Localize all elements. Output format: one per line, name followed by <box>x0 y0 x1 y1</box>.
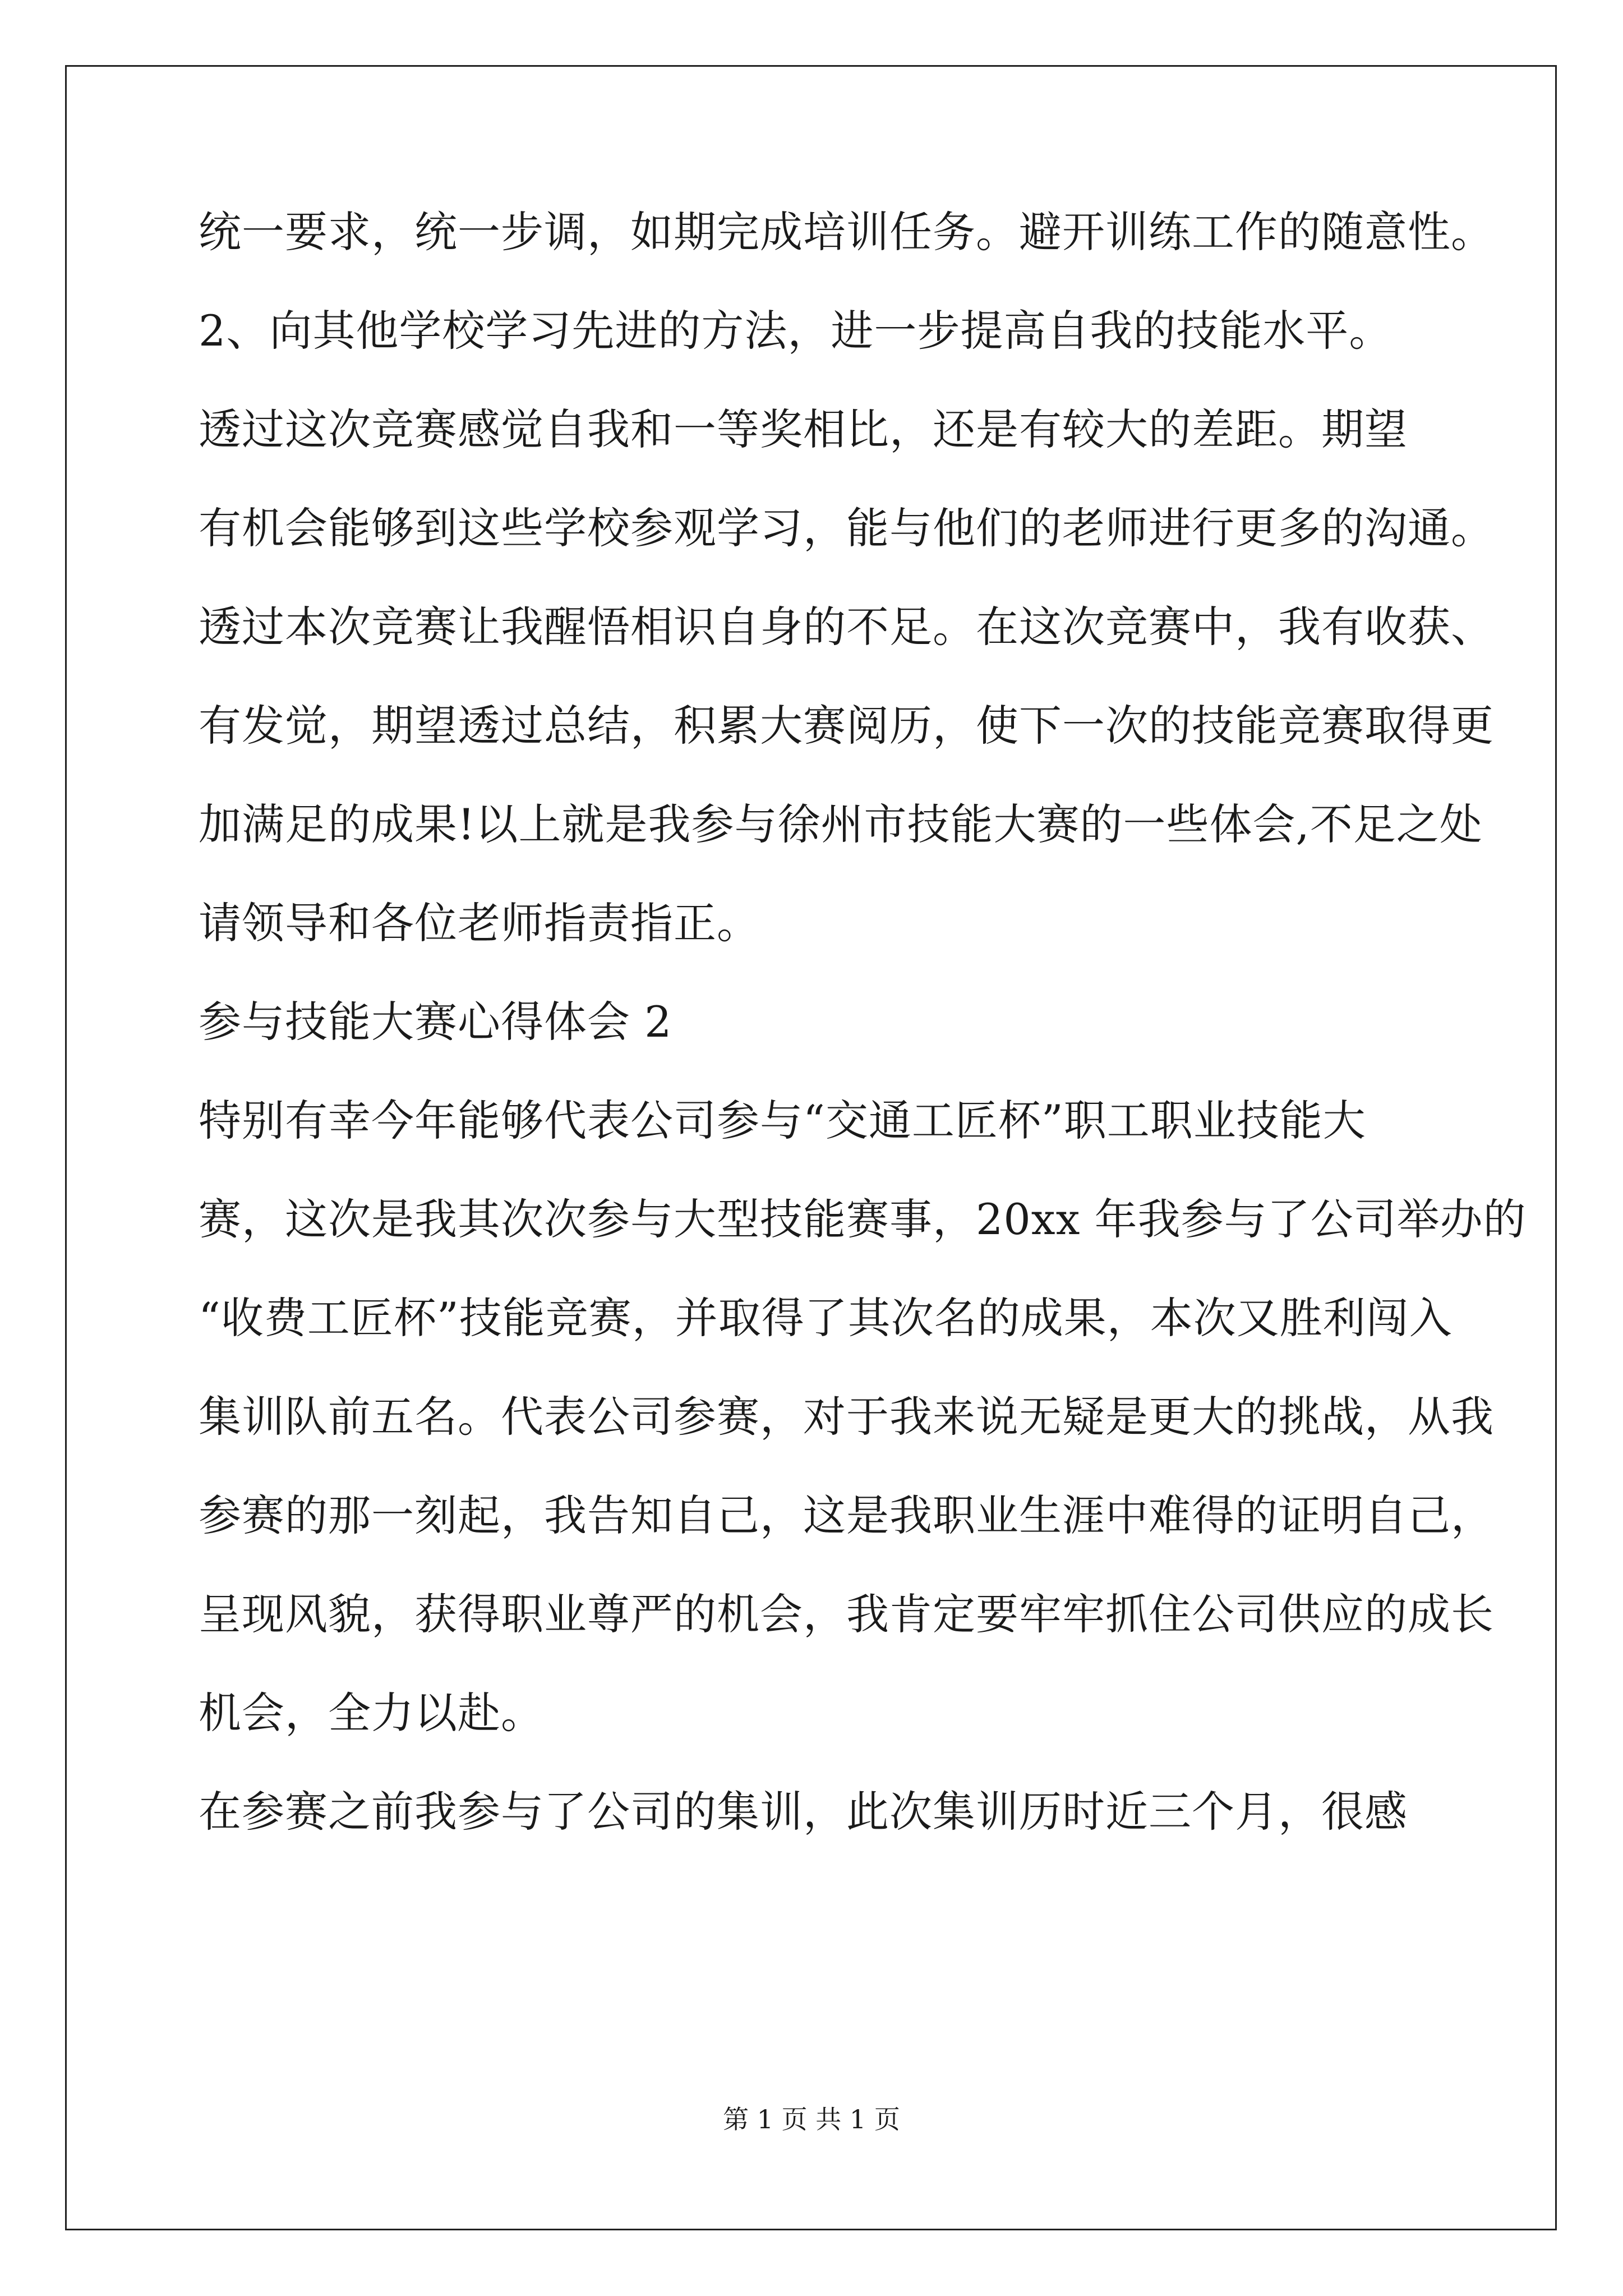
text-line: 透过本次竞赛让我醒悟相识自身的不足。在这次竞赛中，我有收获、 <box>199 602 1494 652</box>
text-line: 2、向其他学校学习先进的方法，进一步提高自我的技能水平。 <box>199 306 1393 356</box>
text-line: 统一要求，统一步调，如期完成培训任务。避开训练工作的随意性。 <box>199 207 1494 257</box>
page-border <box>65 65 1557 2230</box>
text-line: “收费工匠杯”技能竞赛，并取得了其次名的成果，本次又胜利闯入 <box>199 1293 1453 1343</box>
text-line: 赛，这次是我其次次参与大型技能赛事，20xx 年我参与了公司举办的 <box>199 1194 1527 1244</box>
text-line: 请领导和各位老师指责指正。 <box>199 898 760 948</box>
text-line: 有发觉，期望透过总结，积累大赛阅历，使下一次的技能竞赛取得更 <box>199 701 1494 751</box>
page-footer: 第 1 页 共 1 页 <box>723 2104 900 2134</box>
text-line: 有机会能够到这些学校参观学习，能与他们的老师进行更多的沟通。 <box>199 503 1494 553</box>
text-line: 机会，全力以赴。 <box>199 1688 544 1738</box>
section-heading: 参与技能大赛心得体会 2 <box>199 997 672 1047</box>
text-line: 特别有幸今年能够代表公司参与“交通工匠杯”职工职业技能大 <box>199 1096 1366 1145</box>
text-line: 呈现风貌，获得职业尊严的机会，我肯定要牢牢抓住公司供应的成长 <box>199 1589 1494 1639</box>
text-line: 透过这次竞赛感觉自我和一等奖相比，还是有较大的差距。期望 <box>199 404 1408 454</box>
text-line: 集训队前五名。代表公司参赛，对于我来说无疑是更大的挑战，从我 <box>199 1392 1494 1442</box>
text-line: 在参赛之前我参与了公司的集训，此次集训历时近三个月，很感 <box>199 1787 1408 1837</box>
text-line: 加满足的成果!以上就是我参与徐州市技能大赛的一些体会,不足之处 <box>199 799 1483 849</box>
text-line: 参赛的那一刻起，我告知自己，这是我职业生涯中难得的证明自己， <box>199 1490 1494 1540</box>
